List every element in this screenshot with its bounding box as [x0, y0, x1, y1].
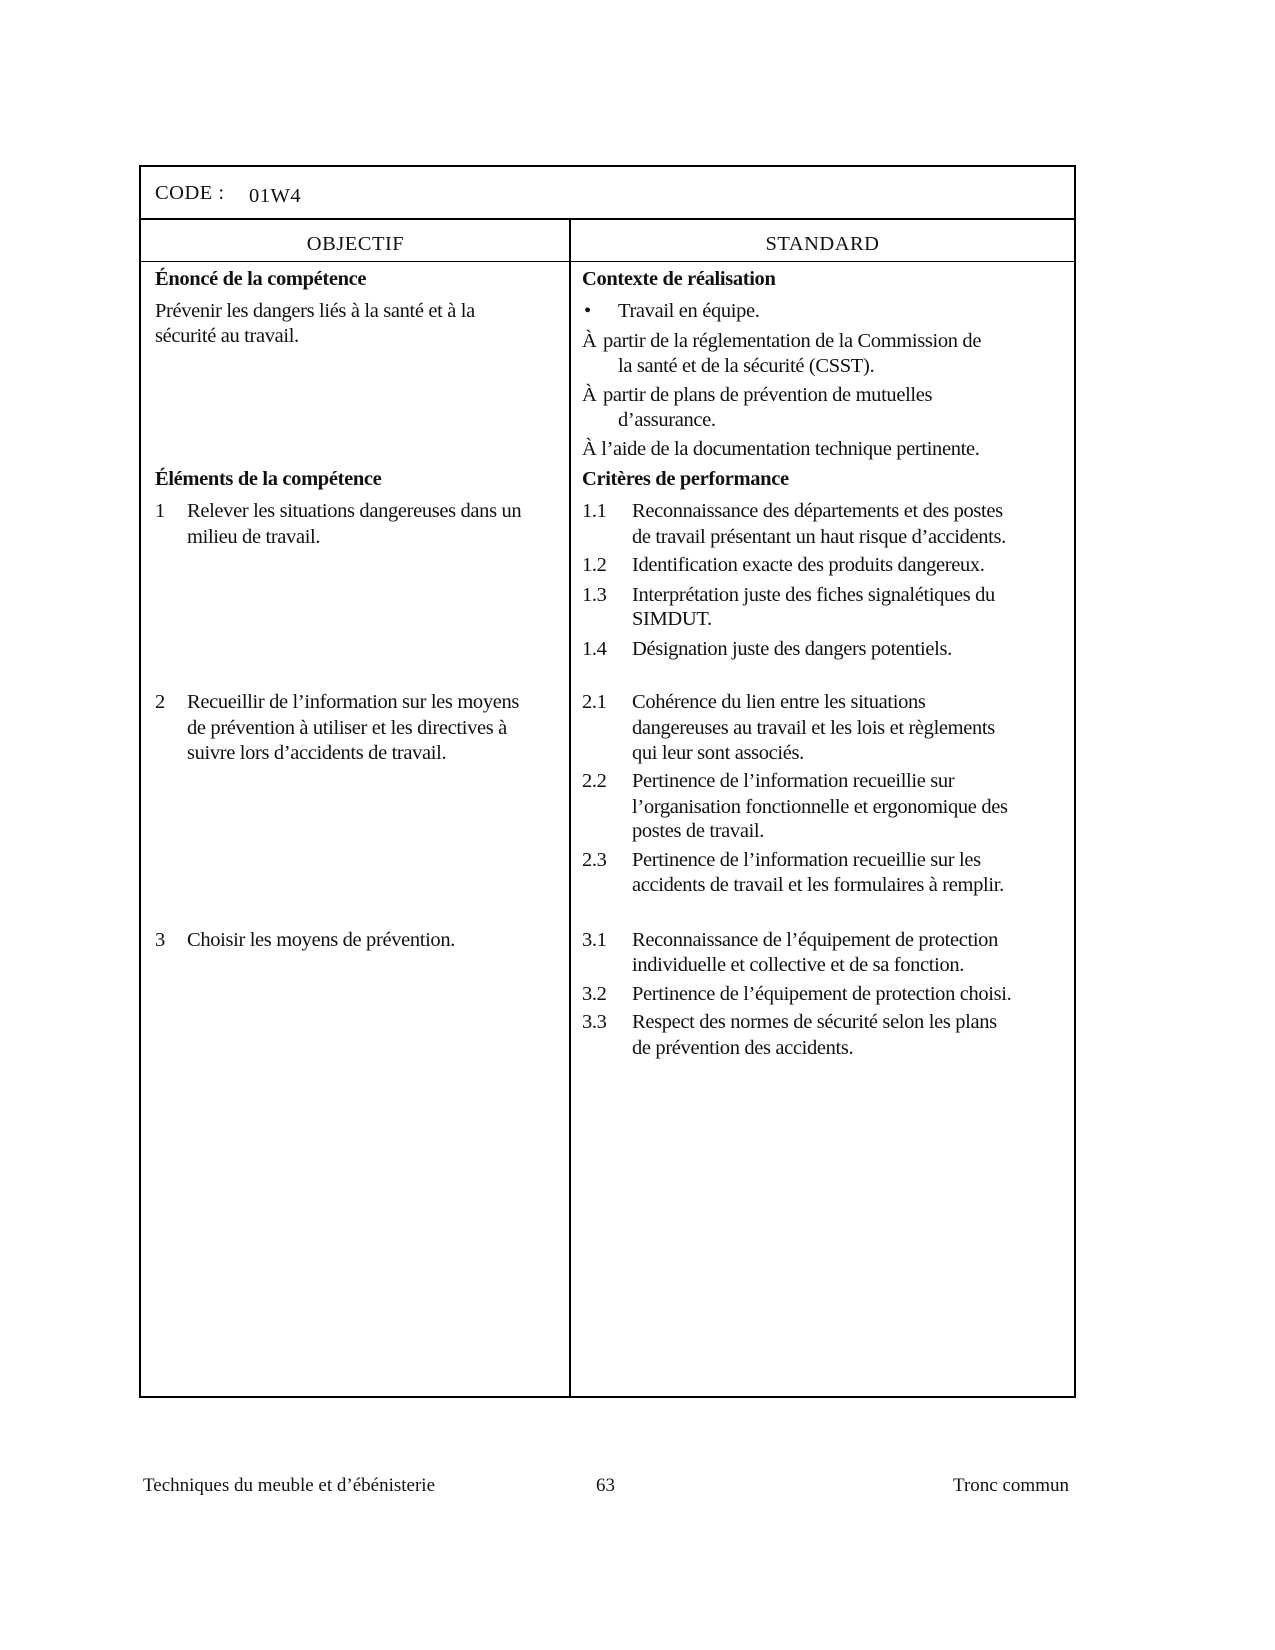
contexte-heading: Contexte de réalisation — [582, 268, 776, 290]
critere-number: 3.1 — [582, 929, 607, 951]
critere-number: 2.2 — [582, 770, 607, 792]
critere-number: 1.1 — [582, 500, 607, 522]
code-value: 01W4 — [249, 185, 302, 207]
enonce-heading: Énoncé de la compétence — [155, 268, 367, 290]
enonce-text: sécurité au travail. — [155, 325, 299, 347]
elements-heading: Éléments de la compétence — [155, 468, 382, 490]
element-text: Recueillir de l’information sur les moyens — [187, 691, 520, 713]
standard-header: STANDARD — [765, 233, 880, 255]
element-text: Relever les situations dangereuses dans un — [187, 500, 522, 522]
enonce-text: Prévenir les dangers liés à la santé et à la — [155, 300, 475, 322]
page-number: 63 — [596, 1475, 615, 1496]
critere-number: 1.2 — [582, 554, 607, 576]
critere-text: Cohérence du lien entre les situations — [632, 691, 926, 713]
contexte-item: Travail en équipe. — [618, 300, 760, 322]
table-border-right — [1074, 165, 1076, 1398]
criteres-heading: Critères de performance — [582, 468, 789, 490]
critere-number: 2.3 — [582, 849, 607, 871]
contexte-item: partir de la réglementation de la Commission de — [603, 330, 982, 352]
element-text: de prévention à utiliser et les directives à — [187, 717, 507, 739]
bullet-icon: • — [584, 300, 591, 322]
critere-number: 1.4 — [582, 638, 607, 660]
element-text: milieu de travail. — [187, 526, 321, 548]
code-row-divider — [139, 218, 1076, 220]
contexte-item: partir de plans de prévention de mutuelles — [603, 384, 933, 406]
header-row-divider — [139, 261, 1076, 262]
column-divider — [569, 219, 571, 1398]
critere-text: Pertinence de l’équipement de protection choisi. — [632, 983, 1012, 1005]
critere-text: Pertinence de l’information recueillie sur — [632, 770, 955, 792]
critere-text: Désignation juste des dangers potentiels. — [632, 638, 952, 660]
code-label: CODE : — [155, 182, 225, 204]
critere-text: de travail présentant un haut risque d’accidents. — [632, 526, 1006, 548]
critere-text: de prévention des accidents. — [632, 1037, 854, 1059]
table-border-bottom — [139, 1396, 1076, 1398]
critere-text: dangereuses au travail et les lois et règlements — [632, 717, 995, 739]
table-border-left — [139, 165, 141, 1398]
footer-section: Tronc commun — [953, 1475, 1069, 1496]
critere-text: Respect des normes de sécurité selon les plans — [632, 1011, 997, 1033]
critere-text: Reconnaissance des départements et des postes — [632, 500, 1003, 522]
critere-number: 3.3 — [582, 1011, 607, 1033]
element-number: 1 — [155, 500, 165, 522]
contexte-item: la santé et de la sécurité (CSST). — [618, 355, 875, 377]
critere-number: 2.1 — [582, 691, 607, 713]
objectif-header: OBJECTIF — [306, 233, 405, 255]
critere-text: SIMDUT. — [632, 608, 712, 630]
critere-text: Identification exacte des produits dangereux. — [632, 554, 985, 576]
element-number: 3 — [155, 929, 165, 951]
critere-text: l’organisation fonctionnelle et ergonomique des — [632, 796, 1008, 818]
element-number: 2 — [155, 691, 165, 713]
critere-text: individuelle et collective et de sa fonction. — [632, 954, 965, 976]
contexte-marker: À — [582, 384, 597, 406]
contexte-item: À l’aide de la documentation technique pertinente. — [582, 438, 980, 460]
critere-text: postes de travail. — [632, 820, 765, 842]
footer-title: Techniques du meuble et d’ébénisterie — [143, 1475, 436, 1496]
element-text: Choisir les moyens de prévention. — [187, 929, 456, 951]
critere-text: Reconnaissance de l’équipement de protection — [632, 929, 998, 951]
critere-text: Interprétation juste des fiches signalétiques du — [632, 584, 995, 606]
critere-number: 3.2 — [582, 983, 607, 1005]
critere-number: 1.3 — [582, 584, 607, 606]
contexte-marker: À — [582, 330, 597, 352]
element-text: suivre lors d’accidents de travail. — [187, 742, 447, 764]
contexte-item: d’assurance. — [618, 409, 716, 431]
critere-text: qui leur sont associés. — [632, 742, 804, 764]
table-border-top — [139, 165, 1076, 167]
critere-text: Pertinence de l’information recueillie sur les — [632, 849, 981, 871]
critere-text: accidents de travail et les formulaires à remplir. — [632, 874, 1004, 896]
